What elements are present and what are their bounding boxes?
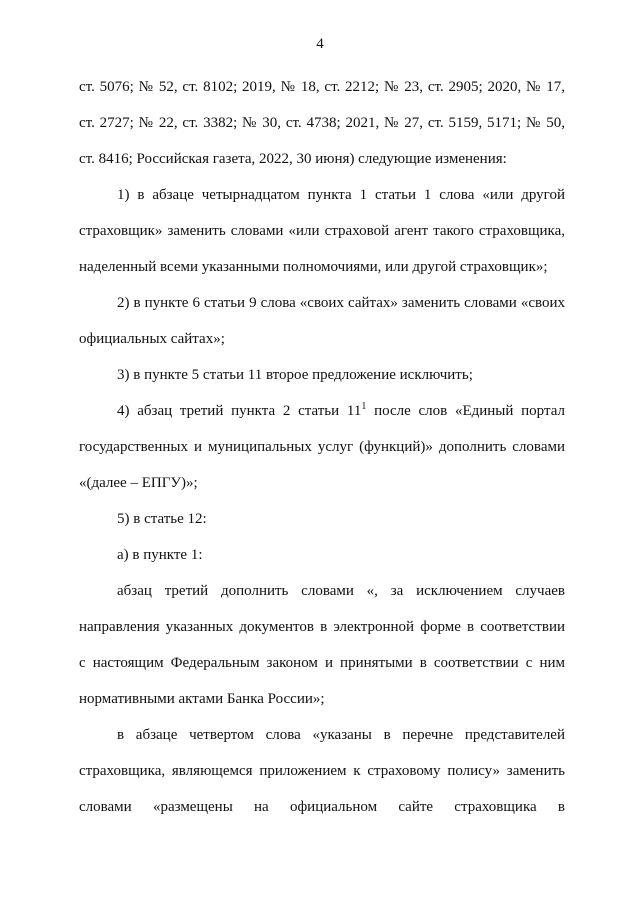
text-fragment: после слов «Единый портал bbox=[366, 403, 565, 419]
text-line: страховщика, являющемся приложением к страховому полису» заменить bbox=[79, 763, 565, 779]
text-line: ст. 5076; № 52, ст. 8102; 2019, № 18, ст. 2212; № 23, ст. 2905; 2020, № 17, bbox=[79, 79, 565, 95]
text-line: государственных и муниципальных услуг (функций)» дополнить словами bbox=[79, 439, 565, 455]
text-line: 1) в абзаце четырнадцатом пункта 1 статьи 1 слова «или другой bbox=[117, 187, 565, 203]
text-line: словами «размещены на официальном сайте страховщика в bbox=[79, 799, 565, 815]
text-line: нормативными актами Банка России»; bbox=[79, 691, 325, 707]
text-line: направления указанных документов в электронной форме в соответствии bbox=[79, 619, 565, 635]
text-line: в абзаце четвертом слова «указаны в перечне представителей bbox=[117, 727, 565, 743]
text-line: а) в пункте 1: bbox=[117, 547, 203, 563]
page-number: 4 bbox=[316, 36, 324, 52]
text-line: 3) в пункте 5 статьи 11 второе предложение исключить; bbox=[117, 367, 473, 383]
text-line: официальных сайтах»; bbox=[79, 331, 225, 347]
text-line: ст. 2727; № 22, ст. 3382; № 30, ст. 4738; 2021, № 27, ст. 5159, 5171; № 50, bbox=[79, 115, 565, 131]
text-fragment: 4) абзац третий пункта 2 статьи 11 bbox=[117, 403, 362, 419]
text-line: «(далее – ЕПГУ)»; bbox=[79, 475, 198, 491]
text-line: абзац третий дополнить словами «, за исключением случаев bbox=[117, 583, 565, 599]
text-line: 5) в статье 12: bbox=[117, 511, 207, 527]
text-line bbox=[117, 401, 565, 421]
text-line: с настоящим Федеральным законом и принятыми в соответствии с ним bbox=[79, 655, 565, 671]
superscript: 1 bbox=[361, 401, 367, 412]
text-line: 2) в пункте 6 статьи 9 слова «своих сайтах» заменить словами «своих bbox=[117, 295, 565, 311]
text-line: ст. 8416; Российская газета, 2022, 30 июня) следующие изменения: bbox=[79, 151, 507, 167]
text-line: страховщик» заменить словами «или страховой агент такого страховщика, bbox=[79, 223, 565, 239]
text-line: наделенный всеми указанными полномочиями, или другой страховщик»; bbox=[79, 259, 548, 275]
